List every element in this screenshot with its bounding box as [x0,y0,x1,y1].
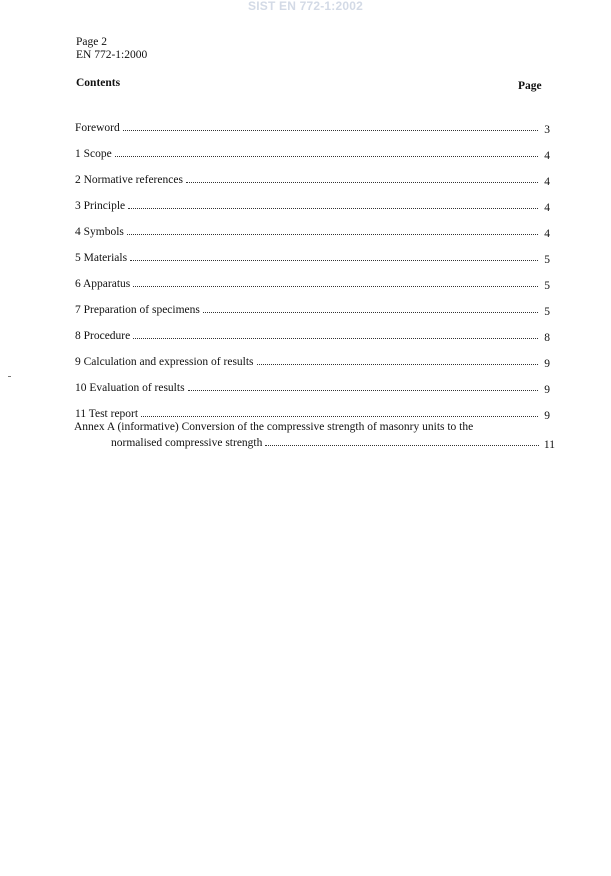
page-header [76,36,147,62]
toc-entry-page: 5 [544,280,550,292]
dot-leader [257,364,538,365]
dot-leader [115,156,538,157]
dot-leader [128,208,538,209]
toc-entry-calculation[interactable] [75,342,550,368]
page-column-heading: Page [518,80,542,92]
annex-title-line-1: Annex A (informative) Conversion of the compressive strength of masonry units to the [74,421,474,433]
toc-entry-page: 9 [544,410,550,422]
annex-title-line-2-row [74,435,555,449]
toc-entry-label: 9 Calculation and expression of results [75,356,254,368]
toc-entry-apparatus[interactable] [75,264,550,290]
dot-leader [188,390,538,391]
scan-speck [8,376,11,377]
dot-leader [141,416,538,417]
toc-entry-normative-references[interactable] [75,160,550,186]
toc-entry-label: 3 Principle [75,200,126,212]
toc-entry-preparation-of-specimens[interactable] [75,290,550,316]
toc-entry-page: 5 [544,306,550,318]
toc-entry-page: 4 [544,202,550,214]
dot-leader [186,182,538,183]
toc-entry-page: 11 [543,439,555,451]
toc-entry-label: 6 Apparatus [75,278,131,290]
toc-entry-page: 9 [544,358,550,370]
toc-entry-label: 11 Test report [75,408,139,420]
toc-entry-scope[interactable] [75,134,550,160]
toc-entry-page: 4 [544,150,550,162]
toc-entry-annex-a[interactable] [74,421,555,449]
toc-entry-symbols[interactable] [75,212,550,238]
annex-title-line-2: normalised compressive strength [111,437,263,449]
toc-entry-label: 8 Procedure [75,330,131,342]
toc-entry-principle[interactable] [75,186,550,212]
dot-leader [130,260,538,261]
toc-entry-page: 4 [544,228,550,240]
toc-entry-page: 5 [544,254,550,266]
dot-leader [203,312,538,313]
toc-entry-page: 9 [544,384,550,396]
contents-heading: Contents [76,77,121,89]
toc-entry-materials[interactable] [75,238,550,264]
document-watermark: SIST EN 772-1:2002 [248,0,363,13]
toc-entry-page: 8 [544,332,550,344]
toc-entry-label: 5 Materials [75,252,128,264]
toc-entry-label: 4 Symbols [75,226,124,238]
standard-reference: EN 772-1:2000 [76,49,148,61]
dot-leader [133,286,538,287]
toc-entry-page: 4 [544,176,550,188]
toc-entry-procedure[interactable] [75,316,550,342]
toc-entry-evaluation[interactable] [75,368,550,394]
dot-leader [265,445,539,446]
toc-entry-test-report[interactable] [75,394,550,420]
dot-leader [123,130,538,131]
table-of-contents [75,108,550,420]
toc-entry-label: 7 Preparation of specimens [75,304,200,316]
dot-leader [133,338,538,339]
toc-entry-label: Foreword [75,122,120,134]
toc-entry-page: 3 [544,124,550,136]
page-number: Page 2 [76,36,107,48]
toc-entry-foreword[interactable] [75,108,550,134]
toc-entry-label: 1 Scope [75,148,112,160]
toc-entry-label: 10 Evaluation of results [75,382,185,394]
dot-leader [127,234,538,235]
toc-entry-label: 2 Normative references [75,174,183,186]
